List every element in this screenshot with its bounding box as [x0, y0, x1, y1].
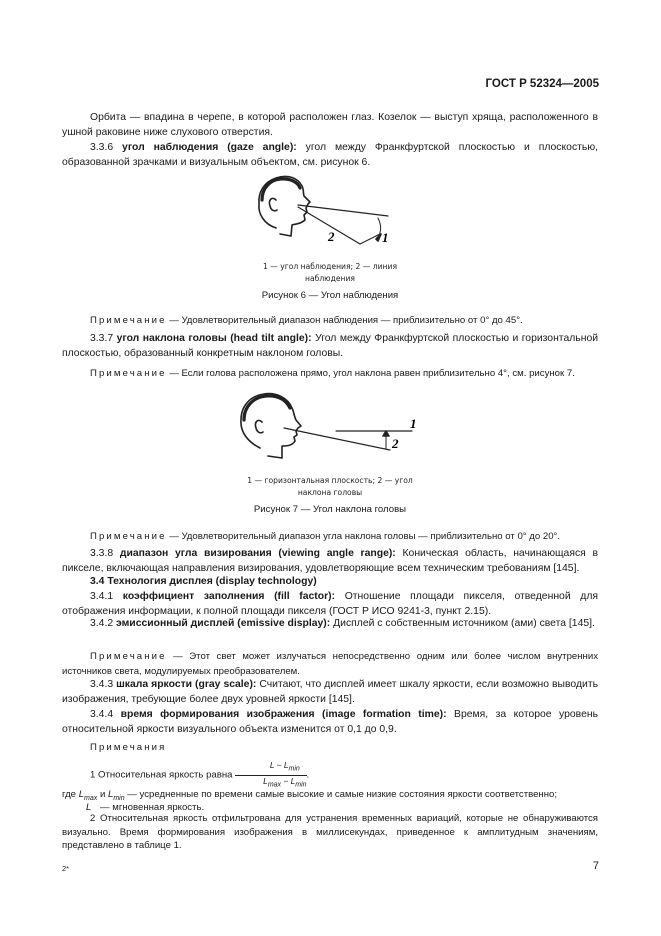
page-number: 7 [592, 860, 599, 872]
formula-numerator: $L - L_{min}$ [235, 760, 306, 776]
figure-6-gaze-angle [240, 170, 400, 265]
definition: Отношение площади пикселя, отведенной для отображения информации, к полной площади пикселя (ГОСТ Р ИСО 9241-3, пункт 2.15). [62, 591, 599, 617]
fig7-legend-line1: 1 — горизонтальная плоскость; 2 — угол [247, 476, 413, 485]
section-number: 3.4.3 [90, 679, 114, 690]
section-3-4-heading: 3.4 Технология дисплея (display technology) [90, 576, 317, 587]
section-3-4-4 [62, 707, 598, 737]
fig7-legend-line2: наклона головы [297, 488, 363, 497]
fig7-label-1: 1 [410, 416, 417, 431]
section-number: 3.4.4 [90, 709, 114, 720]
term: диапазон угла визирования (viewing angle range): [119, 548, 396, 559]
formula-denominator: $L_{max} - L_{min}$ [263, 775, 307, 789]
fig7-legend [200, 475, 460, 499]
section-number: 3.3.6 [90, 142, 114, 153]
fig6-label-1: 1 [382, 230, 389, 245]
paragraph-orbit: Орбита — впадина в черепе, в которой расположен глаз. Козелок — выступ хряща, расположенного в ушной раковине ниже слухового отверстия. [62, 112, 598, 138]
ear [269, 198, 277, 210]
fig7-caption: Рисунок 7 — Угол наклона головы [253, 504, 407, 515]
notes-where-2: L — мгновенная яркость. [86, 802, 205, 813]
fig6-legend-line1: 1 — угол наблюдения; 2 — линия [262, 262, 398, 271]
note-text: — Если голова расположена прямо, угол наклона равен приблизительно 4°, см. рисунок 7. [169, 368, 575, 379]
note-label: Примечание [90, 368, 167, 379]
note-label: Примечание [90, 315, 167, 326]
sheet-mark: 2* [62, 864, 70, 873]
definition: Коническая область, начинающаяся в пикселе, включающая направления визирования, удовлетворяющие всем техническим требованиям [145]. [62, 548, 599, 574]
fig6-caption: Рисунок 6 — Угол наблюдения [261, 290, 399, 301]
note-4 [62, 649, 598, 679]
fig6-legend-line2: наблюдения [305, 274, 355, 283]
fig6-label-2: 2 [328, 229, 335, 244]
term: коэффициент заполнения (fill factor): [122, 591, 336, 602]
notes-heading: Примечания [90, 742, 167, 753]
note1-prefix: 1 Относительная яркость равна [90, 769, 233, 781]
note-1 [62, 313, 598, 328]
definition: Время, за которое уровень относительной яркости визуального объекта изменится от 0,1 до 0,9. [62, 709, 598, 735]
note-3 [62, 529, 598, 544]
section-3-4-2 [62, 616, 598, 631]
definition: Считают, что дисплей имеет шкалу яркости, если возможно выводить изображения, требующие более двух уровней яркости [145]. [62, 679, 599, 705]
document-id: ГОСТ Р 52324—2005 [485, 78, 599, 90]
notes-where-1: где $L_{max}$ и $L_{min}$ — усредненные по времени самые высокие и самые низкие состояния яркости соответственно; [62, 789, 558, 802]
section-3-4-1 [62, 589, 598, 619]
term: эмиссионный дисплей (emissive display): [116, 618, 331, 629]
formula-end: . [306, 769, 310, 781]
note-text: — Удовлетворительный диапазон наблюдения — приблизительно от 0° до 45°. [169, 315, 523, 326]
definition: Дисплей с собственным источником (ами) света [145]. [333, 618, 595, 629]
figure-7-head-tilt [232, 386, 422, 476]
definition: угол между Франкфуртской плоскостью и плоскостью, образованной зрачками и визуальным объектом, см. рисунок 6. [62, 142, 598, 168]
note-text: — Этот свет может излучаться непосредственно одним или более числом внутренних источников света, модулируемых преобразователем. [62, 651, 598, 677]
note-text: — Удовлетворительный диапазон угла наклона головы — приблизительно от 0° до 20°. [169, 531, 561, 542]
ear [255, 420, 263, 432]
notes-item-2: 2 Относительная яркость отфильтрована для устранения временных вариаций, которые не обнаруживаются визуально. Время формирования изображения в миллисекундах, приведенное к амплитудным значениям, представлено в таблице 1. [62, 813, 598, 851]
term: время формирования изображения (image formation time): [120, 709, 447, 720]
section-3-3-7 [62, 331, 598, 361]
term: угол наклона головы (head tilt angle): [116, 333, 312, 344]
section-3-4-3 [62, 677, 598, 707]
section-3-3-8 [62, 546, 598, 576]
term: шкала яркости (gray scale): [116, 679, 257, 690]
note-2 [62, 366, 598, 381]
section-number: 3.3.7 [90, 333, 114, 344]
section-number: 3.3.8 [90, 548, 114, 559]
note-label: Примечание [90, 531, 167, 542]
term: угол наблюдения (gaze angle): [122, 142, 297, 153]
fig6-legend [200, 261, 460, 285]
section-number: 3.4.2 [90, 618, 114, 629]
fig7-label-2: 2 [392, 436, 399, 451]
section-3-3-6 [62, 140, 598, 170]
relative-luminance-formula [235, 760, 306, 790]
note-label: Примечание [90, 651, 167, 662]
frankfurt-line [298, 205, 388, 216]
section-number: 3.4.1 [90, 591, 114, 602]
definition: Угол между Франкфуртской плоскостью и горизонтальной плоскостью, образованный конкретным наклоном головы. [62, 333, 599, 359]
arrow-tip [383, 431, 389, 436]
